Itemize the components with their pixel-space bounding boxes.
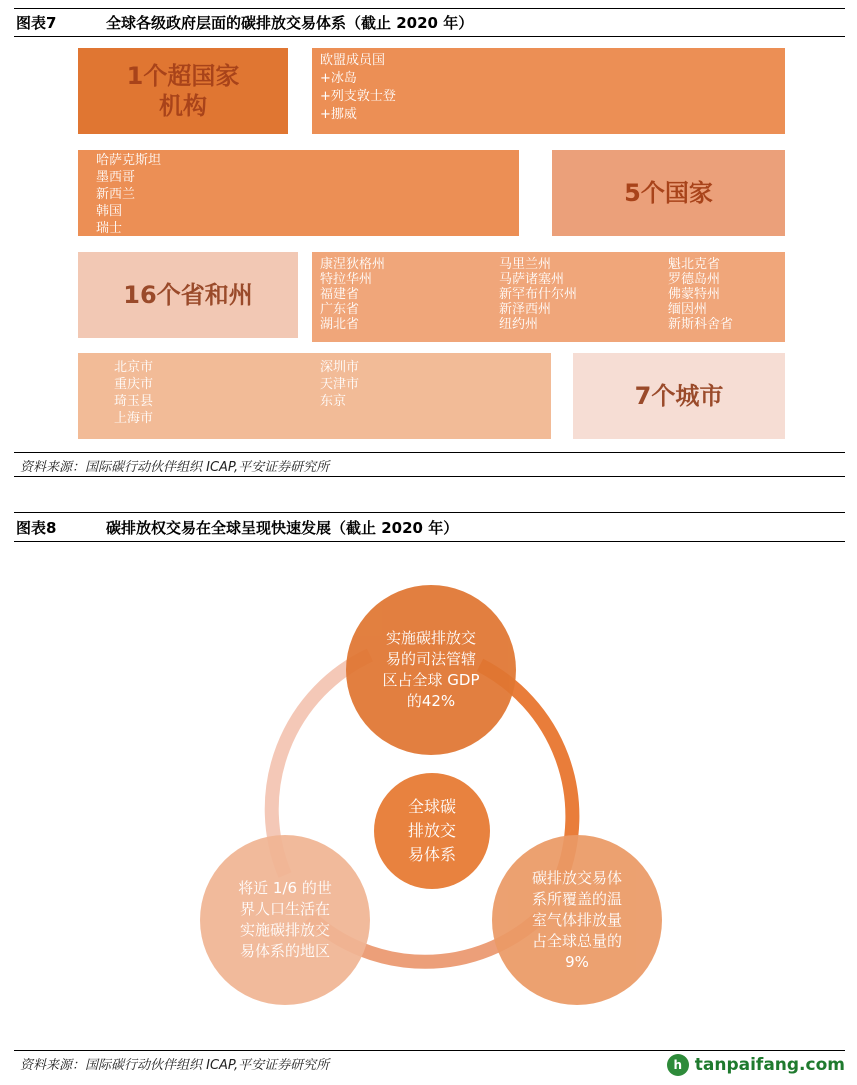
city-col-1	[114, 359, 153, 427]
fig7-source: 资料来源：国际碳行动伙伴组织 ICAP,平安证券研究所	[20, 460, 330, 475]
national-members	[96, 152, 161, 237]
provincial-col-1	[320, 257, 385, 332]
list-item: 马萨诸塞州	[499, 272, 565, 287]
fig7-title-rule	[14, 36, 845, 37]
national-members-box	[78, 150, 519, 236]
city-title-box	[573, 353, 785, 439]
list-item: 东京	[320, 394, 347, 409]
list-item: 广东省	[320, 302, 360, 317]
city-title: 7个城市	[634, 382, 724, 410]
center-line-2: 排放交	[407, 821, 456, 840]
list-item: 魁北克省	[668, 257, 721, 272]
right-line-2: 系所覆盖的温	[531, 889, 622, 908]
supranational-title-box	[78, 48, 288, 134]
supranational-members	[320, 52, 396, 124]
fig8-source-rule	[14, 1050, 845, 1051]
supranational-title: 1个超国家 机构	[126, 62, 240, 120]
left-circle	[200, 835, 370, 1005]
fig7-header	[16, 12, 473, 33]
top-circle	[346, 585, 516, 755]
right-line-3: 室气体排放量	[531, 910, 622, 929]
top-line-4: 的42%	[406, 692, 456, 710]
national-title-box	[552, 150, 785, 236]
list-item: 新罕布什尔州	[499, 287, 578, 302]
fig7-label: 图表7	[16, 14, 57, 32]
list-item: 韩国	[96, 204, 123, 219]
list-item: 新斯科舍省	[668, 317, 734, 332]
list-item: 深圳市	[320, 360, 360, 375]
city-members-box	[78, 353, 551, 439]
center-circle	[374, 773, 490, 889]
list-item: 特拉华州	[320, 272, 373, 287]
fig8-label: 图表8	[16, 519, 57, 537]
center-line-1: 全球碳	[407, 797, 456, 816]
site-logo	[667, 1054, 845, 1076]
fig8-top-rule	[14, 512, 845, 513]
fig8-diagram	[0, 545, 857, 1055]
fig8-title-rule	[14, 541, 845, 542]
top-line-3: 区占全球 GDP	[382, 671, 480, 689]
top-line-1: 实施碳排放交	[385, 629, 476, 647]
list-item: +列支敦士登	[320, 89, 396, 104]
list-item: 欧盟成员国	[320, 53, 386, 68]
fig7-bottom-rule	[14, 476, 845, 477]
left-line-2: 界人口生活在	[239, 900, 330, 918]
left-line-3: 实施碳排放交	[239, 921, 330, 939]
fig8-title: 碳排放权交易在全球呈现快速发展（截止 2020 年）	[106, 519, 459, 537]
fig7-title: 全球各级政府层面的碳排放交易体系（截止 2020 年）	[106, 14, 474, 32]
list-item: 新泽西州	[499, 302, 552, 317]
logo-text: tanpaifang.com	[694, 1055, 845, 1075]
leaf-icon: h	[667, 1054, 689, 1076]
list-item: 新西兰	[96, 187, 136, 202]
fig8-source: 资料来源：国际碳行动伙伴组织 ICAP,平安证券研究所	[20, 1058, 330, 1073]
provincial-col-3	[668, 257, 733, 332]
provincial-title-box	[78, 252, 298, 338]
list-item: 康涅狄格州	[320, 257, 386, 272]
list-item: 纽约州	[499, 317, 539, 332]
fig8-header	[16, 517, 458, 538]
list-item: 哈萨克斯坦	[96, 153, 162, 168]
provincial-col-2	[499, 257, 577, 332]
left-line-4: 易体系的地区	[239, 942, 330, 960]
list-item: 缅因州	[668, 302, 708, 317]
provincial-members-box	[312, 252, 785, 342]
list-item: 上海市	[114, 411, 154, 426]
list-item: 琦玉县	[114, 394, 154, 409]
right-line-5: 9%	[565, 952, 589, 971]
right-line-1: 碳排放交易体	[531, 868, 622, 887]
list-item: 墨西哥	[96, 170, 136, 185]
list-item: 罗德岛州	[668, 272, 721, 287]
right-circle	[492, 835, 662, 1005]
right-line-4: 占全球总量的	[531, 931, 622, 950]
left-line-1: 将近 1/6 的世	[238, 879, 332, 897]
city-col-2	[320, 359, 359, 410]
fig7-source-rule	[14, 452, 845, 453]
national-title: 5个国家	[624, 179, 713, 207]
top-line-2: 易的司法管辖	[385, 650, 476, 668]
list-item: 重庆市	[114, 377, 154, 392]
list-item: 湖北省	[320, 317, 360, 332]
list-item: 瑞士	[96, 221, 123, 236]
list-item: 马里兰州	[499, 257, 552, 272]
fig7-top-rule	[14, 8, 845, 9]
supranational-members-box	[312, 48, 785, 134]
list-item: 北京市	[114, 360, 154, 375]
list-item: 天津市	[320, 377, 360, 392]
provincial-title: 16个省和州	[123, 281, 253, 309]
list-item: 佛蒙特州	[668, 287, 721, 302]
center-line-3: 易体系	[407, 845, 456, 864]
list-item: 福建省	[320, 287, 360, 302]
list-item: +冰岛	[320, 71, 357, 86]
list-item: +挪威	[320, 107, 357, 122]
